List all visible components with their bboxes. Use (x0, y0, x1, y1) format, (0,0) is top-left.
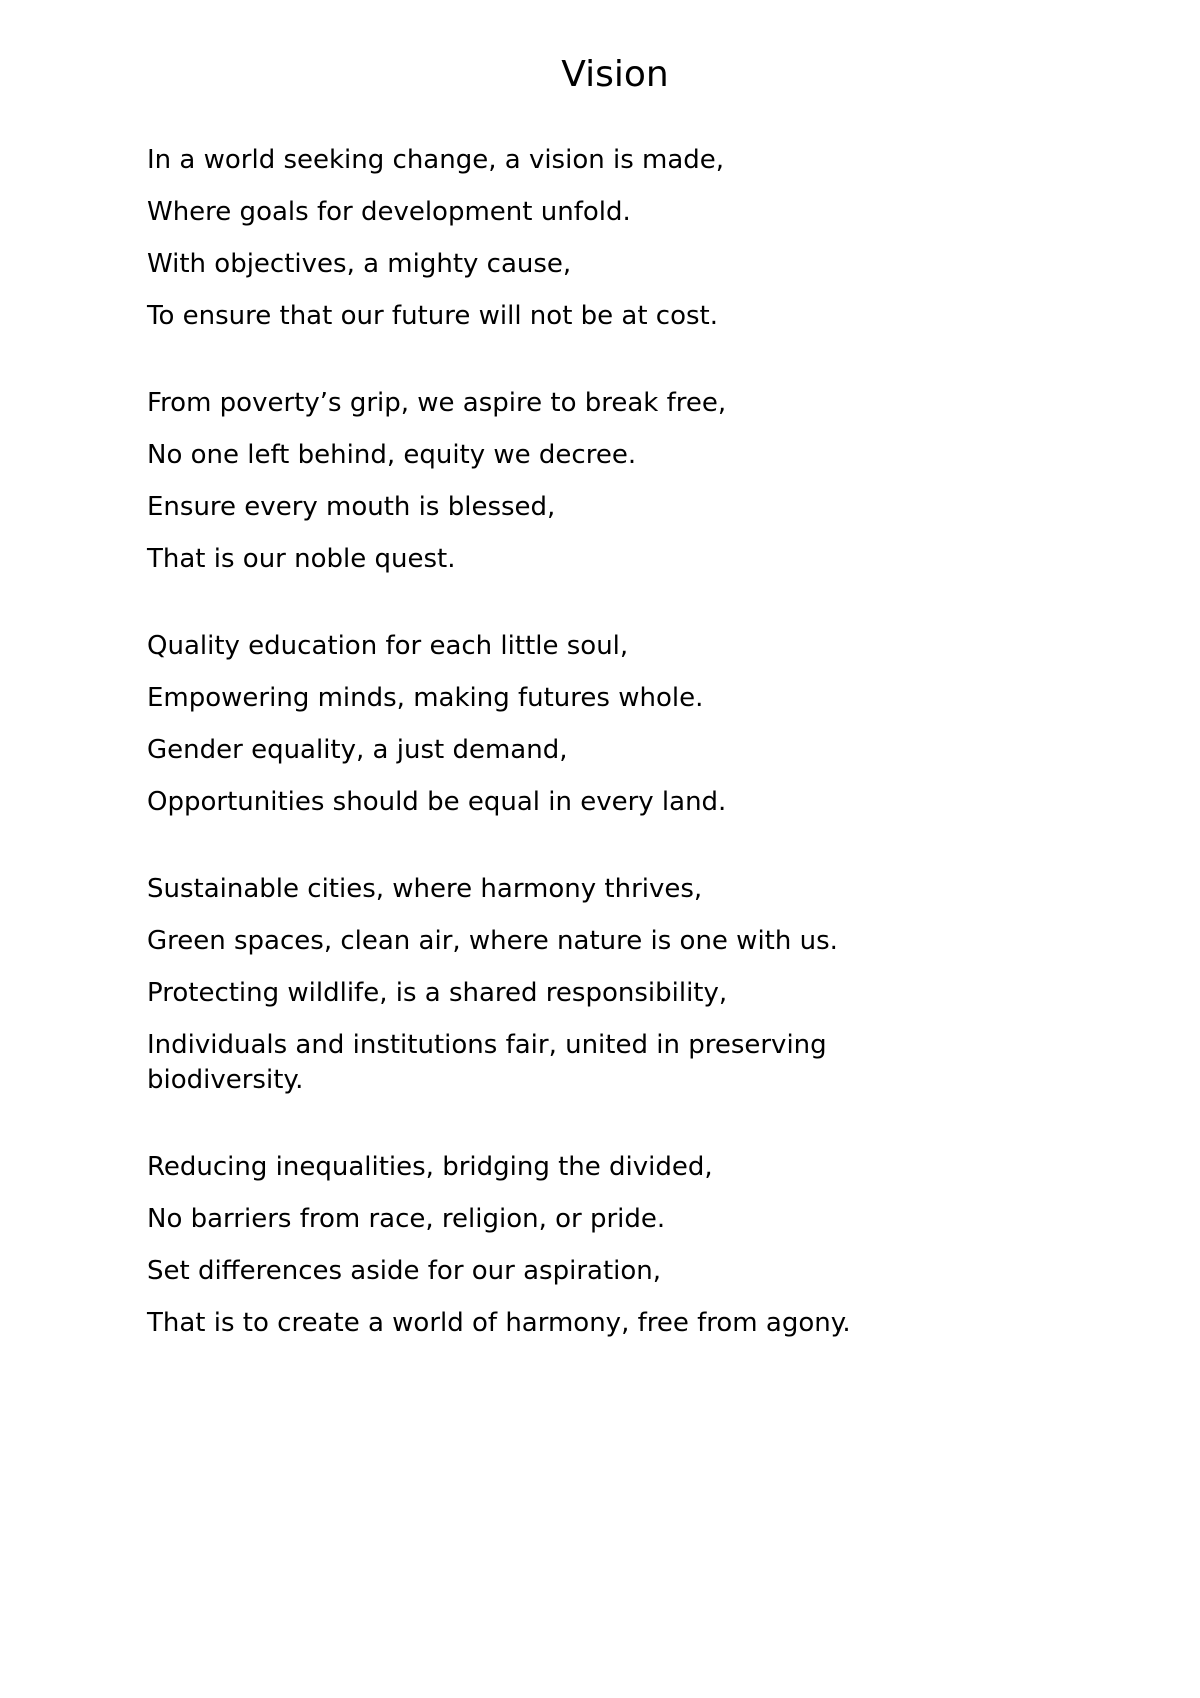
poem-line: Set differences aside for our aspiration, (147, 1256, 662, 1286)
poem-line: From poverty’s grip, we aspire to break free, (147, 388, 727, 418)
poem-line: Reducing inequalities, bridging the divided, (147, 1152, 713, 1182)
poem-line: That is our noble quest. (147, 544, 456, 574)
poem-line: Ensure every mouth is blessed, (147, 492, 556, 522)
poem-line: Individuals and institutions fair, united in preserving biodiversity. (147, 1030, 827, 1095)
poem-line: Sustainable cities, where harmony thrives, (147, 874, 703, 904)
poem-line: That is to create a world of harmony, free from agony. (147, 1308, 851, 1338)
poem-line: Green spaces, clean air, where nature is one with us. (147, 926, 838, 956)
stanza-2 (147, 386, 947, 577)
poem-line: Quality education for each little soul, (147, 631, 629, 661)
poem-line: No barriers from race, religion, or pride. (147, 1204, 666, 1234)
poem-body (147, 143, 947, 1393)
poem-line: Gender equality, a just demand, (147, 735, 568, 765)
poem-line: No one left behind, equity we decree. (147, 440, 637, 470)
poem-line: Protecting wildlife, is a shared responsibility, (147, 978, 728, 1008)
poem-line: With objectives, a mighty cause, (147, 249, 572, 279)
poem-line: Where goals for development unfold. (147, 197, 631, 227)
stanza-3 (147, 629, 947, 820)
poem-line: Empowering minds, making futures whole. (147, 683, 704, 713)
stanza-1 (147, 143, 947, 334)
poem-line: Opportunities should be equal in every land. (147, 787, 727, 817)
poem-line: In a world seeking change, a vision is made, (147, 145, 725, 175)
stanza-4 (147, 872, 947, 1098)
stanza-5 (147, 1150, 947, 1341)
poem-line: To ensure that our future will not be at cost. (147, 301, 719, 331)
page-title: Vision (561, 54, 669, 95)
